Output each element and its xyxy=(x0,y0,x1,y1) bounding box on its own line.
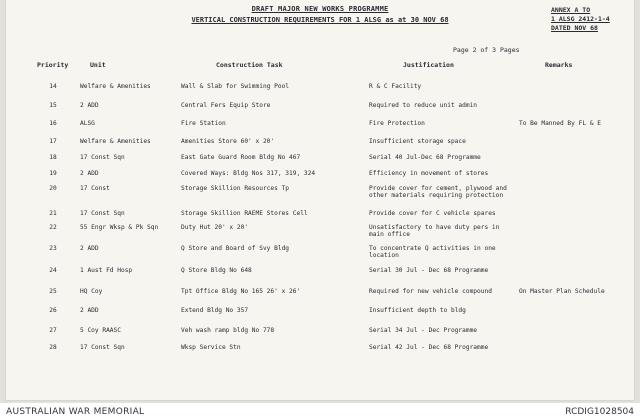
table-row xyxy=(0,307,640,325)
archive-id: RCDIG1028504 xyxy=(565,407,634,417)
table-row xyxy=(0,185,640,203)
priority-cell: 16 xyxy=(49,120,57,127)
justification-cell: Serial 42 Jul - Dec 68 Programme xyxy=(369,344,489,351)
task-cell: Wall & Slab for Swimming Pool xyxy=(181,83,290,90)
task-cell: Veh wash ramp bldg No 778 xyxy=(181,327,275,334)
justification-cell: R & C Facility xyxy=(369,83,422,90)
justification-cell: Efficiency in movement of stores xyxy=(369,170,489,177)
justification-cell: Insufficient depth to bldg xyxy=(369,307,466,314)
justification-cell: Required for new vehicle compound xyxy=(369,288,492,295)
header-unit: Unit xyxy=(90,61,106,69)
table-row xyxy=(0,224,640,242)
justification-cell: To concentrate Q activities in one location xyxy=(369,245,496,259)
unit-cell: 17 Const xyxy=(80,185,110,192)
task-cell: Tpt Office Bldg No 165 26' x 26' xyxy=(181,288,301,295)
unit-cell: ALSG xyxy=(80,120,95,127)
priority-cell: 18 xyxy=(49,154,57,161)
priority-cell: 19 xyxy=(49,170,57,177)
justification-cell: Required to reduce unit admin xyxy=(369,102,478,109)
priority-cell: 21 xyxy=(49,210,57,217)
table-row xyxy=(0,102,640,120)
document-subtitle: VERTICAL CONSTRUCTION REQUIREMENTS FOR 1 ALSG as at 30 NOV 68 xyxy=(191,16,449,24)
priority-cell: 20 xyxy=(49,185,57,192)
table-row xyxy=(0,327,640,345)
header-remarks: Remarks xyxy=(545,61,573,69)
unit-cell: 2 ADD xyxy=(80,170,99,177)
annex-line: ANNEX A TO xyxy=(551,6,591,14)
task-cell: Duty Hut 20' x 20' xyxy=(181,224,249,231)
priority-cell: 22 xyxy=(49,224,57,231)
task-cell: Extend Bldg No 357 xyxy=(181,307,249,314)
priority-cell: 17 xyxy=(49,138,57,145)
archive-footer xyxy=(0,403,640,420)
task-cell: Storage Skillion Resources Tp xyxy=(181,185,290,192)
unit-cell: 55 Engr Wksp & Pk Sqn xyxy=(80,224,159,231)
table-row xyxy=(0,267,640,285)
header-task: Construction Task xyxy=(216,61,283,69)
table-row xyxy=(0,120,640,138)
header-justification: Justification xyxy=(403,61,454,69)
unit-cell: Welfare & Amenities xyxy=(80,138,151,145)
task-cell: Fire Station xyxy=(181,120,226,127)
task-cell: Storage Skillion RAEME Stores Cell xyxy=(181,210,308,217)
annex-line: DATED NOV 68 xyxy=(551,24,598,32)
archive-name: AUSTRALIAN WAR MEMORIAL xyxy=(6,407,145,417)
justification-cell: Insufficient storage space xyxy=(369,138,466,145)
task-cell: Q Store and Board of Svy Bldg xyxy=(181,245,290,252)
priority-cell: 23 xyxy=(49,245,57,252)
table-row xyxy=(0,288,640,306)
task-cell: Wksp Service Stn xyxy=(181,344,241,351)
priority-cell: 28 xyxy=(49,344,57,351)
justification-cell: Serial 40 Jul-Dec 68 Programme xyxy=(369,154,481,161)
priority-cell: 26 xyxy=(49,307,57,314)
priority-cell: 14 xyxy=(49,83,57,90)
unit-cell: 17 Const Sqn xyxy=(80,210,125,217)
justification-cell: Serial 30 Jul - Dec 68 Programme xyxy=(369,267,489,274)
unit-cell: HQ Coy xyxy=(80,288,103,295)
priority-cell: 27 xyxy=(49,327,57,334)
table-row xyxy=(0,344,640,362)
table-row xyxy=(0,245,640,263)
task-cell: Q Store Bldg No 648 xyxy=(181,267,252,274)
priority-cell: 25 xyxy=(49,288,57,295)
task-cell: Amenities Store 60' x 20' xyxy=(181,138,275,145)
task-cell: Covered Ways: Bldg Nos 317, 319, 324 xyxy=(181,170,316,177)
unit-cell: 2 ADD xyxy=(80,245,99,252)
annex-line: 1 ALSG 2412-1-4 xyxy=(551,15,610,23)
unit-cell: 5 Coy RAASC xyxy=(80,327,121,334)
unit-cell: Welfare & Amenities xyxy=(80,83,151,90)
priority-cell: 24 xyxy=(49,267,57,274)
page-number: Page 2 of 3 Pages xyxy=(453,46,520,54)
remarks-cell: On Master Plan Schedule xyxy=(519,288,605,295)
annex-reference xyxy=(551,6,610,33)
task-cell: East Gate Guard Room Bldg No 467 xyxy=(181,154,301,161)
justification-cell: Serial 34 Jul - Dec Programme xyxy=(369,327,478,334)
task-cell: Central Fers Equip Store xyxy=(181,102,271,109)
priority-cell: 15 xyxy=(49,102,57,109)
unit-cell: 17 Const Sqn xyxy=(80,344,125,351)
justification-cell: Unsatisfactory to have duty pers in main office xyxy=(369,224,500,238)
unit-cell: 1 Aust Fd Hosp xyxy=(80,267,133,274)
document-title: DRAFT MAJOR NEW WORKS PROGRAMME xyxy=(251,5,389,13)
justification-cell: Provide cover for cement, plywood and other materials requiring protection xyxy=(369,185,507,199)
remarks-cell: To Be Manned By FL & E xyxy=(519,120,601,127)
unit-cell: 2 ADD xyxy=(80,307,99,314)
unit-cell: 2 ADD xyxy=(80,102,99,109)
unit-cell: 17 Const Sqn xyxy=(80,154,125,161)
header-priority: Priority xyxy=(37,61,69,69)
justification-cell: Fire Protection xyxy=(369,120,425,127)
justification-cell: Provide cover for C vehicle spares xyxy=(369,210,496,217)
table-row xyxy=(0,83,640,101)
